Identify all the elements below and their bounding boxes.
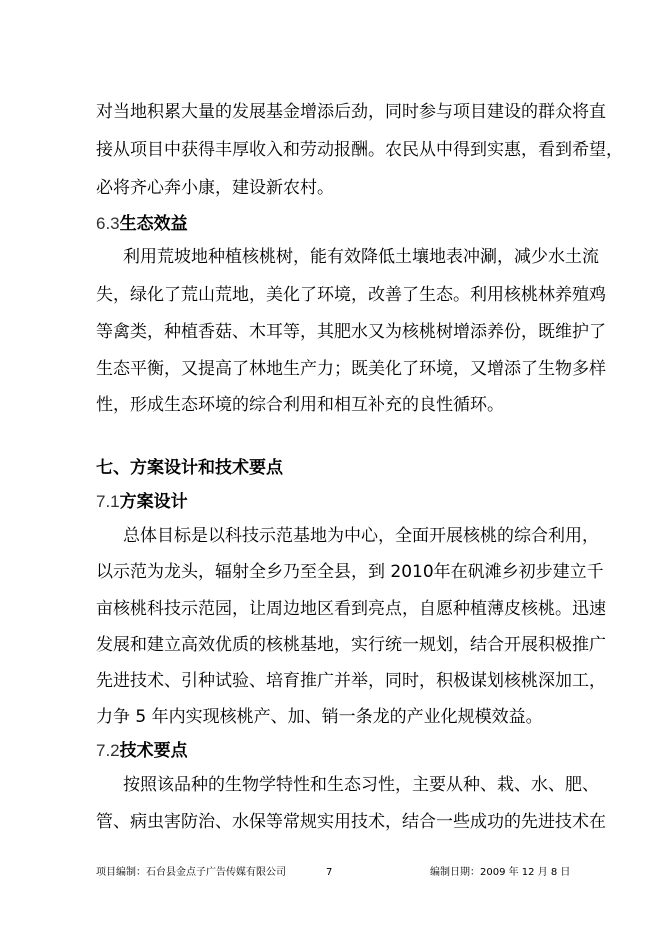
paragraph-line: 总体目标是以科技示范基地为中心，全面开展核桃的综合利用，	[123, 526, 599, 546]
footer-company: 项目编制：石台县金点子广告传媒有限公司	[96, 867, 286, 878]
paragraph-line: 亩核桃科技示范园，让周边地区看到亮点，自愿种植薄皮核桃。迅速	[96, 599, 606, 619]
paragraph-line: 等禽类，种植香菇、木耳等，其肥水又为核桃树增添养份，既维护了	[96, 322, 606, 342]
section-title: 生态效益	[119, 214, 188, 234]
paragraph-line: 失，绿化了荒山荒地，美化了环境，改善了生态。利用核桃林养殖鸡	[96, 285, 606, 305]
section-number: 6.3	[96, 214, 120, 233]
paragraph-line: 接从项目中获得丰厚收入和劳动报酬。农民从中得到实惠，看到希望，	[96, 140, 623, 160]
paragraph-line: 以示范为龙头，辐射全乡乃至全县，到 2010年在矾滩乡初步建立千	[96, 562, 604, 582]
paragraph-line: 发展和建立高效优质的核桃基地，实行统一规划，结合开展积极推广	[96, 635, 606, 655]
paragraph-line: 利用荒坡地种植核桃树，能有效降低土壤地表冲涮，减少水土流	[123, 247, 599, 267]
footer-page-number: 7	[326, 867, 333, 878]
section-heading-7-1	[96, 490, 188, 514]
paragraph-line: 按照该品种的生物学特性和生态习性，主要从种、栽、水、肥、	[123, 775, 599, 795]
paragraph-line: 对当地积累大量的发展基金增添后劲，同时参与项目建设的群众将直	[96, 102, 606, 122]
footer-date: 编制日期：2009 年 12 月 8 日	[430, 867, 571, 878]
section-heading-6-3	[96, 212, 188, 236]
paragraph-line: 先进技术、引种试验、培育推广并举，同时，积极谋划核桃深加工，	[96, 671, 606, 691]
paragraph-line: 性，形成生态环境的综合利用和相互补充的良性循环。	[96, 395, 504, 415]
section-number: 7.1	[96, 492, 120, 511]
paragraph-line: 管、病虫害防治、水保等常规实用技术，结合一些成功的先进技术在	[96, 812, 606, 832]
paragraph-line: 必将齐心奔小康，建设新农村。	[96, 178, 334, 198]
section-title: 技术要点	[119, 741, 188, 761]
chapter-heading-7: 七、方案设计和技术要点	[96, 458, 283, 478]
paragraph-line: 生态平衡，又提高了林地生产力；既美化了环境，又增添了生物多样	[96, 359, 606, 379]
section-title: 方案设计	[119, 492, 188, 512]
paragraph-line: 力争 5 年内实现核桃产、加、销一条龙的产业化规模效益。	[96, 707, 543, 727]
section-number: 7.2	[96, 741, 120, 760]
section-heading-7-2	[96, 739, 188, 763]
